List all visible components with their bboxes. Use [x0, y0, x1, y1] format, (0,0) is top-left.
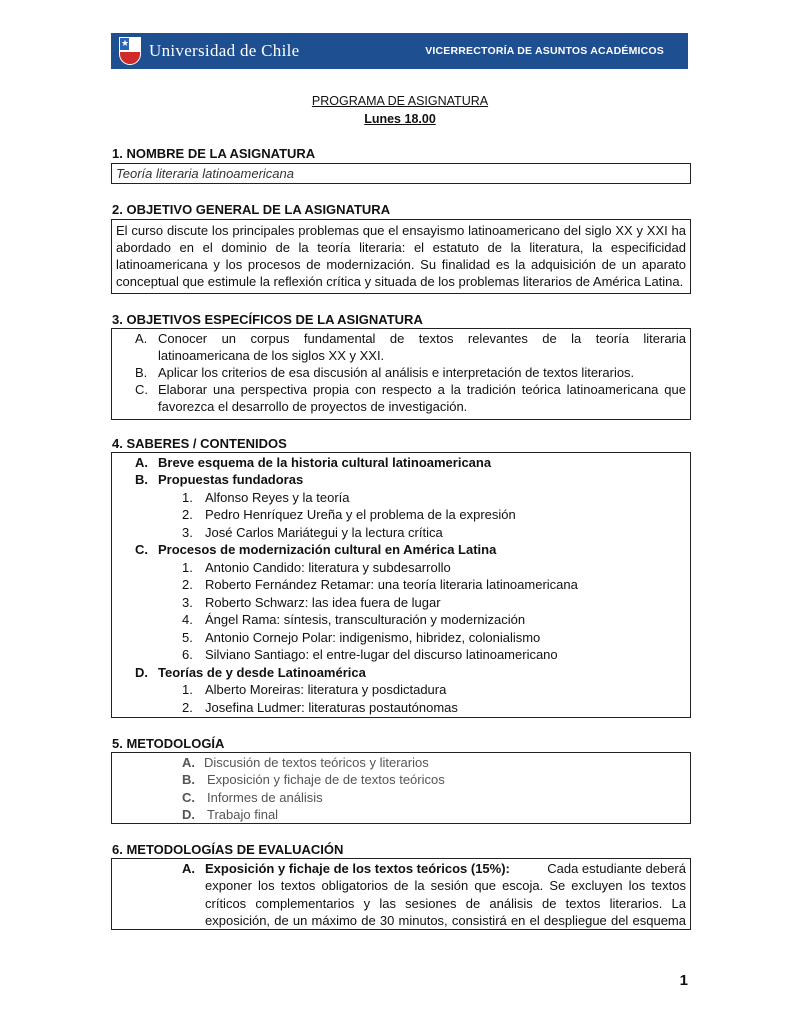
section-6-box: [111, 858, 691, 930]
evaluation-text: exponer los textos obligatorios de la sesión que escoja. Se excluyen los textos: [205, 878, 686, 893]
content-item: Alberto Moreiras: literatura y posdictadura: [205, 682, 447, 697]
section-1-heading: 1. NOMBRE DE LA ASIGNATURA: [112, 146, 316, 161]
content-item: Antonio Cornejo Polar: indigenismo, hibridez, colonialismo: [205, 630, 541, 645]
sub-marker: 6.: [182, 647, 193, 662]
sub-marker: 2.: [182, 700, 193, 715]
section-4-heading: 4. SABERES / CONTENIDOS: [112, 436, 287, 451]
list-marker: B.: [135, 365, 148, 380]
list-marker: B.: [182, 772, 195, 787]
document-subtitle: Lunes 18.00: [364, 112, 436, 126]
list-marker: A.: [182, 861, 195, 876]
content-heading: Propuestas fundadoras: [158, 472, 304, 487]
specific-objective-line: favorezca el desarrollo de proyectos de investigación.: [158, 399, 468, 414]
list-marker: A.: [182, 755, 195, 770]
list-marker: B.: [135, 472, 148, 487]
sub-marker: 3.: [182, 525, 193, 540]
content-item: Josefina Ludmer: literaturas postautónomas: [205, 700, 458, 715]
section-5-box: [111, 752, 691, 824]
section-2-box: [111, 219, 691, 294]
sub-marker: 1.: [182, 490, 193, 505]
sub-marker: 2.: [182, 507, 193, 522]
content-item: Silviano Santiago: el entre-lugar del discurso latinoamericano: [205, 647, 558, 662]
list-marker: D.: [135, 665, 148, 680]
methodology-item: Discusión de textos teóricos y literarios: [204, 755, 429, 770]
content-item: Pedro Henríquez Ureña y el problema de la expresión: [205, 507, 516, 522]
specific-objective-line: Conocer un corpus fundamental de textos relevantes de la teoría literaria: [158, 331, 686, 346]
university-crest-icon: ★: [119, 37, 141, 65]
methodology-item: Exposición y fichaje de de textos teóricos: [207, 772, 445, 787]
section-6-heading: 6. METODOLOGÍAS DE EVALUACIÓN: [112, 842, 344, 857]
content-heading: Procesos de modernización cultural en América Latina: [158, 542, 497, 557]
list-marker: A.: [135, 455, 148, 470]
sub-marker: 3.: [182, 595, 193, 610]
list-marker: A.: [135, 331, 148, 346]
methodology-item: Informes de análisis: [207, 790, 323, 805]
list-marker: C.: [135, 382, 148, 397]
specific-objective-line: Elaborar una perspectiva propia con respecto a la tradición teórica latinoamericana que: [158, 382, 686, 397]
content-heading: Breve esquema de la historia cultural latinoamericana: [158, 455, 492, 470]
university-name: Universidad de Chile: [149, 41, 300, 60]
sub-marker: 1.: [182, 560, 193, 575]
methodology-item: Trabajo final: [207, 807, 279, 822]
page-number: 1: [679, 972, 688, 989]
section-4-box: [111, 452, 691, 718]
sub-marker: 2.: [182, 577, 193, 592]
evaluation-text: Cada estudiante deberá: [547, 861, 686, 876]
sub-marker: 5.: [182, 630, 193, 645]
specific-objective-line: latinoamericana de los siglos XX y XXI.: [158, 348, 385, 363]
list-marker: C.: [135, 542, 148, 557]
content-item: Alfonso Reyes y la teoría: [205, 490, 350, 505]
evaluation-first-line: [205, 860, 686, 877]
sub-marker: 1.: [182, 682, 193, 697]
document-title: PROGRAMA DE ASIGNATURA: [311, 94, 489, 108]
objective-line: abordado en el dominio de la teoría literaria: el estatuto de la literatura, la especificidad: [116, 240, 686, 255]
evaluation-item-title: Exposición y fichaje de los textos teóricos (15%):: [205, 861, 510, 876]
sub-marker: 4.: [182, 612, 193, 627]
specific-objective-line: Aplicar los criterios de esa discusión al análisis e interpretación de textos literarios.: [158, 365, 635, 380]
objective-line: El curso discute los principales problemas que el ensayismo latinoamericano del siglo XX y XXI ha: [116, 223, 686, 238]
vicerrectoria-label: VICERRECTORÍA DE ASUNTOS ACADÉMICOS: [425, 45, 664, 57]
evaluation-text: exposición, de un máximo de 30 minutos, consistirá en el despliegue del esquema: [205, 913, 686, 928]
section-3-heading: 3. OBJETIVOS ESPECÍFICOS DE LA ASIGNATURA: [112, 312, 423, 327]
content-heading: Teorías de y desde Latinoamérica: [158, 665, 366, 680]
section-5-heading: 5. METODOLOGÍA: [112, 736, 225, 751]
section-3-box: [111, 328, 691, 420]
content-item: Roberto Fernández Retamar: una teoría literaria latinoamericana: [205, 577, 578, 592]
objective-line: conceptual que estimule la reflexión crítica y situada de los problemas literarios de América Latina.: [116, 274, 684, 289]
section-2-heading: 2. OBJETIVO GENERAL DE LA ASIGNATURA: [112, 202, 391, 217]
course-name: Teoría literaria latinoamericana: [116, 166, 295, 181]
section-1-box: [111, 163, 691, 184]
content-item: José Carlos Mariátegui y la lectura crítica: [205, 525, 443, 540]
list-marker: D.: [182, 807, 195, 822]
evaluation-text: críticos complementarios y las sesiones de análisis de textos literarios. La: [205, 896, 686, 911]
objective-line: latinoamericana y los procesos de modernización. Su finalidad es la adquisición de un aparato: [116, 257, 686, 272]
content-item: Ángel Rama: síntesis, transculturación y modernización: [205, 612, 526, 627]
content-item: Antonio Candido: literatura y subdesarrollo: [205, 560, 451, 575]
content-item: Roberto Schwarz: las idea fuera de lugar: [205, 595, 441, 610]
list-marker: C.: [182, 790, 195, 805]
header-banner: [111, 33, 688, 69]
